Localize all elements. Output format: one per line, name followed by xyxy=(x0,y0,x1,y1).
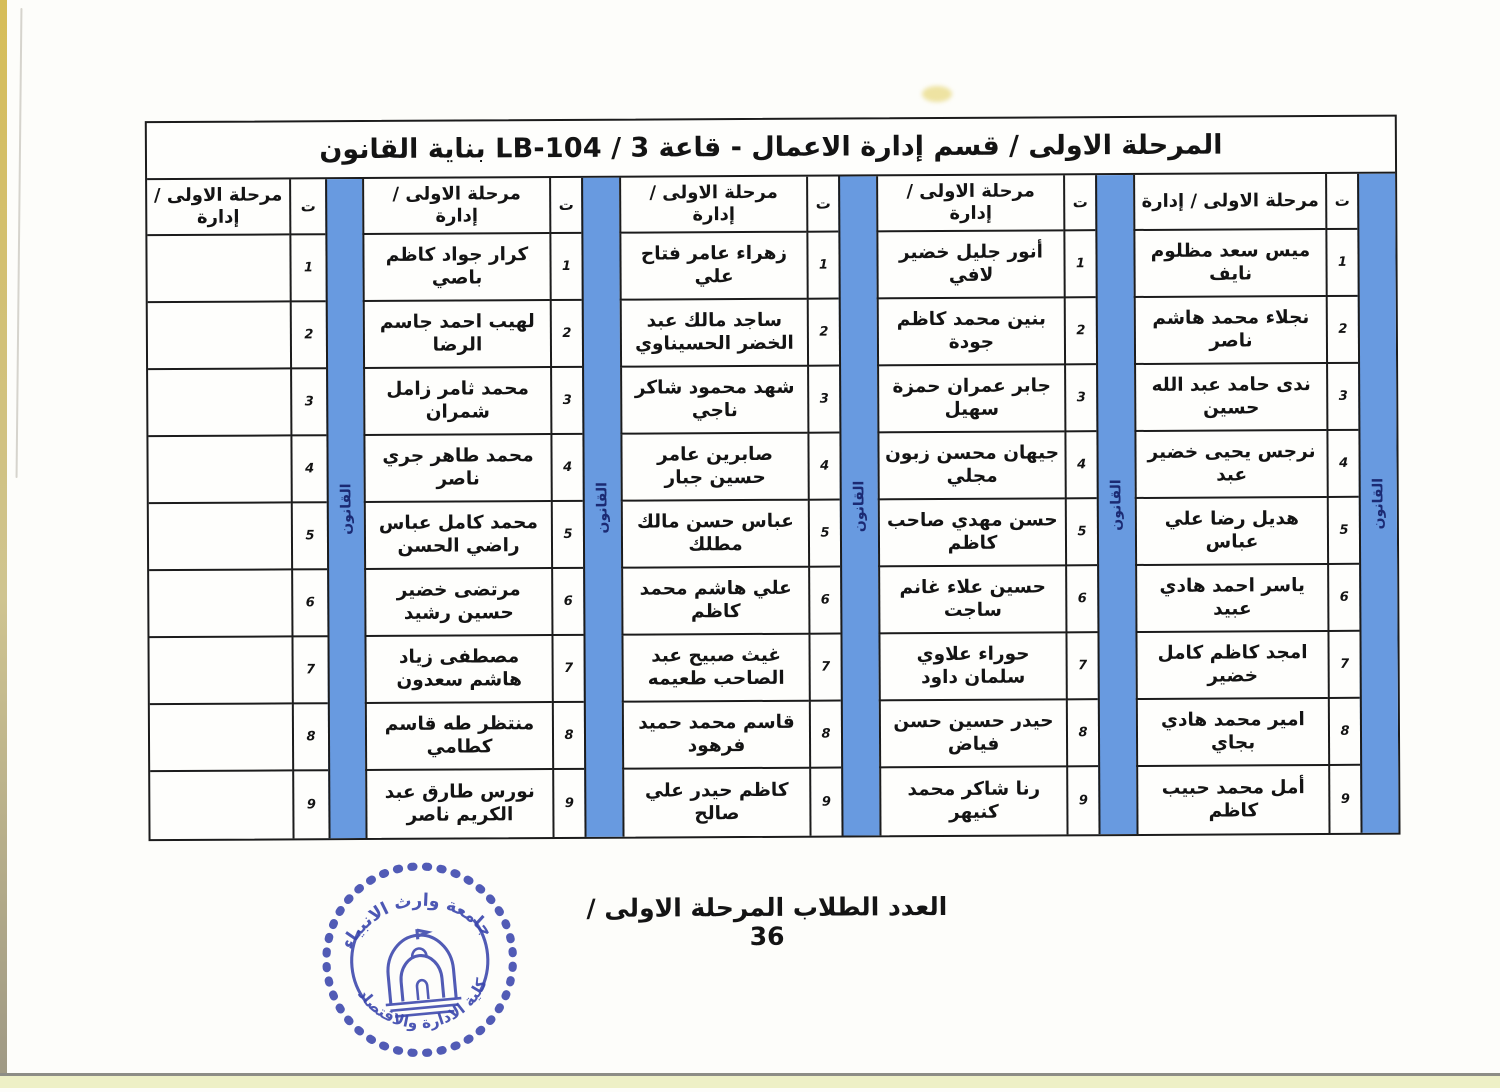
blue-divider-stripe xyxy=(838,176,879,835)
row-number: 3 xyxy=(1326,364,1358,431)
student-name-cell: ميس سعد مظلوم نايف xyxy=(1133,230,1325,298)
blue-divider-stripe xyxy=(1095,175,1136,834)
student-column-group-2 xyxy=(876,175,1136,835)
row-number: 9 xyxy=(809,769,841,836)
row-number: 5 xyxy=(1065,499,1097,566)
student-column-group-1 xyxy=(1133,174,1398,834)
row-number: 7 xyxy=(291,637,327,704)
row-number: 5 xyxy=(808,501,840,568)
row-number: 5 xyxy=(291,503,327,570)
column-header: مرحلة الاولى / إدارة xyxy=(619,177,806,234)
row-number: 9 xyxy=(1066,767,1098,834)
student-name-cell xyxy=(148,302,290,370)
row-number: 8 xyxy=(1066,700,1098,767)
student-name-cell: امجد كاظم كامل خضير xyxy=(1135,632,1327,700)
row-number-header: ت xyxy=(549,178,581,234)
stripe-vertical-label: القانون xyxy=(851,480,868,532)
student-name-cell: صابرين عامر حسين جبار xyxy=(620,434,807,502)
row-number: 2 xyxy=(807,300,839,367)
row-number: 7 xyxy=(808,635,840,702)
student-name-cell: نرجس يحيى خضير عبد xyxy=(1134,431,1326,499)
svg-text:كلية الادارة والاقتصاد xyxy=(353,974,494,1038)
student-name-cell: أنور جليل خضير لافي xyxy=(876,231,1063,299)
student-name-cell: ياسر احمد هادي عبيد xyxy=(1135,565,1327,633)
row-number: 2 xyxy=(290,302,326,369)
row-number: 6 xyxy=(291,570,327,637)
row-number: 9 xyxy=(552,770,584,837)
row-number: 8 xyxy=(292,704,328,771)
student-name-cell: قاسم محمد حميد فرهود xyxy=(622,702,809,770)
student-name-cell: أمل محمد حبيب كاظم xyxy=(1136,766,1328,834)
svg-text:جامعة وارث الانبياء xyxy=(334,883,498,954)
row-number-header: ت xyxy=(806,177,838,233)
row-number: 4 xyxy=(550,435,582,502)
row-number: 4 xyxy=(290,436,326,503)
student-name-cell: شهد محمود شاكر ناجي xyxy=(620,367,807,435)
row-number-header: ت xyxy=(1063,175,1095,231)
student-name-cell: محمد ثامر زامل شمران xyxy=(363,368,550,436)
row-number: 8 xyxy=(1328,699,1360,766)
row-number: 1 xyxy=(289,235,325,302)
row-number: 4 xyxy=(807,434,839,501)
student-name-cell xyxy=(149,570,291,638)
student-name-cell: حيدر حسين حسن فياض xyxy=(879,700,1066,768)
student-name-cell: محمد كامل عباس راضي الحسن xyxy=(364,502,551,570)
stripe-vertical-label: القانون xyxy=(1370,477,1387,529)
blue-divider-stripe xyxy=(581,178,622,837)
row-number: 1 xyxy=(549,234,581,301)
student-name-cell: مرتضى خضير حسين رشيد xyxy=(364,569,551,637)
row-number: 7 xyxy=(1065,633,1097,700)
row-number: 6 xyxy=(1327,565,1359,632)
row-number: 6 xyxy=(808,568,840,635)
row-number: 9 xyxy=(292,771,328,838)
row-number-header: ت xyxy=(289,179,325,235)
student-name-cell: مصطفى زياد هاشم سعدون xyxy=(364,636,551,704)
row-number: 7 xyxy=(551,636,583,703)
blue-divider-stripe xyxy=(1357,174,1398,833)
column-header: مرحلة الاولى / إدارة xyxy=(1133,174,1325,231)
student-name-cell: نورس طارق عبد الكريم ناصر xyxy=(365,770,552,838)
student-name-cell xyxy=(147,235,289,303)
row-number: 9 xyxy=(1328,766,1360,833)
student-name-cell: لهيب احمد جاسم الرضا xyxy=(363,301,550,369)
student-roster-table xyxy=(145,115,1401,842)
student-column-group-5 xyxy=(147,179,365,839)
student-name-cell: كاظم حيدر علي صالح xyxy=(622,769,809,837)
student-name-cell: هديل رضا علي عباس xyxy=(1135,498,1327,566)
student-name-cell xyxy=(148,436,290,504)
row-number: 8 xyxy=(552,703,584,770)
table-grid xyxy=(147,174,1398,840)
row-number: 6 xyxy=(1065,566,1097,633)
column-header: مرحلة الاولى / إدارة xyxy=(876,175,1063,232)
student-name-cell: جابر عمران حمزة سهيل xyxy=(877,365,1064,433)
student-name-cell: منتظر طه قاسم كطامي xyxy=(365,703,552,771)
student-name-cell: امير محمد هادي بجاي xyxy=(1136,699,1328,767)
row-number: 1 xyxy=(1325,230,1357,297)
row-number-header: ت xyxy=(1325,174,1357,230)
table-title: المرحلة الاولى / قسم إدارة الاعمال - قاعة 3 / LB-104 بناية القانون xyxy=(147,117,1395,181)
student-column-group-4 xyxy=(362,178,622,838)
column-header: مرحلة الاولى / إدارة xyxy=(147,179,289,236)
university-stamp xyxy=(308,846,532,1074)
student-name-cell: حوراء علاوي سلمان داود xyxy=(878,633,1065,701)
student-name-cell: ساجد مالك عبد الخضر الحسيناوي xyxy=(620,300,807,368)
row-number: 2 xyxy=(1326,297,1358,364)
student-name-cell: ندى حامد عبد الله حسين xyxy=(1134,364,1326,432)
row-number: 2 xyxy=(1064,298,1096,365)
row-number: 3 xyxy=(1064,365,1096,432)
student-name-cell xyxy=(149,503,291,571)
row-number: 6 xyxy=(551,569,583,636)
row-number: 2 xyxy=(550,301,582,368)
student-name-cell: حسن مهدي صاحب كاظم xyxy=(878,499,1065,567)
row-number: 3 xyxy=(290,369,326,436)
stripe-vertical-label: القانون xyxy=(338,482,355,535)
student-name-cell: رنا شاكر محمد كنيهر xyxy=(879,767,1066,835)
student-name-cell: حسين علاء غانم ساجت xyxy=(878,566,1065,634)
row-number: 5 xyxy=(1327,498,1359,565)
stamp-bottom-text: كلية الادارة والاقتصاد xyxy=(354,975,491,1033)
stamp-top-text: جامعة وارث الانبياء xyxy=(337,890,497,953)
student-name-cell: علي هاشم محمد كاظم xyxy=(621,568,808,636)
student-name-cell: بنين محمد كاظم جودة xyxy=(877,298,1064,366)
stripe-vertical-label: القانون xyxy=(594,481,611,533)
student-name-cell xyxy=(148,369,290,437)
row-number: 4 xyxy=(1326,431,1358,498)
student-name-cell xyxy=(149,637,291,705)
student-name-cell: عباس حسن مالك مطلك xyxy=(621,501,808,569)
scan-edge-bottom xyxy=(0,1076,1500,1088)
row-number: 1 xyxy=(1063,231,1095,298)
student-name-cell: نجلاء محمد هاشم ناصر xyxy=(1134,297,1326,365)
student-name-cell: محمد طاهر جري ناصر xyxy=(363,435,550,503)
student-column-group-3 xyxy=(619,176,879,836)
row-number: 4 xyxy=(1064,432,1096,499)
row-number: 7 xyxy=(1327,632,1359,699)
student-name-cell: غيث صبيح عبد الصاحب طعيمه xyxy=(621,635,808,703)
shrine-emblem xyxy=(379,926,462,1018)
blue-divider-stripe xyxy=(325,179,365,838)
row-number: 1 xyxy=(806,233,838,300)
row-number: 3 xyxy=(550,368,582,435)
column-header: مرحلة الاولى / إدارة xyxy=(362,178,549,235)
stripe-vertical-label: القانون xyxy=(1108,478,1125,531)
student-count-text: العدد الطلاب المرحلة الاولى / 36 xyxy=(586,891,948,952)
student-name-cell: كرار جواد كاظم باصي xyxy=(362,234,549,302)
student-name-cell xyxy=(150,771,292,839)
row-number: 5 xyxy=(551,502,583,569)
student-name-cell: زهراء عامر فتاح علي xyxy=(619,233,806,301)
student-name-cell: جيهان محسن زبون مجلي xyxy=(877,432,1064,500)
row-number: 8 xyxy=(809,702,841,769)
row-number: 3 xyxy=(807,367,839,434)
student-name-cell xyxy=(150,704,292,772)
